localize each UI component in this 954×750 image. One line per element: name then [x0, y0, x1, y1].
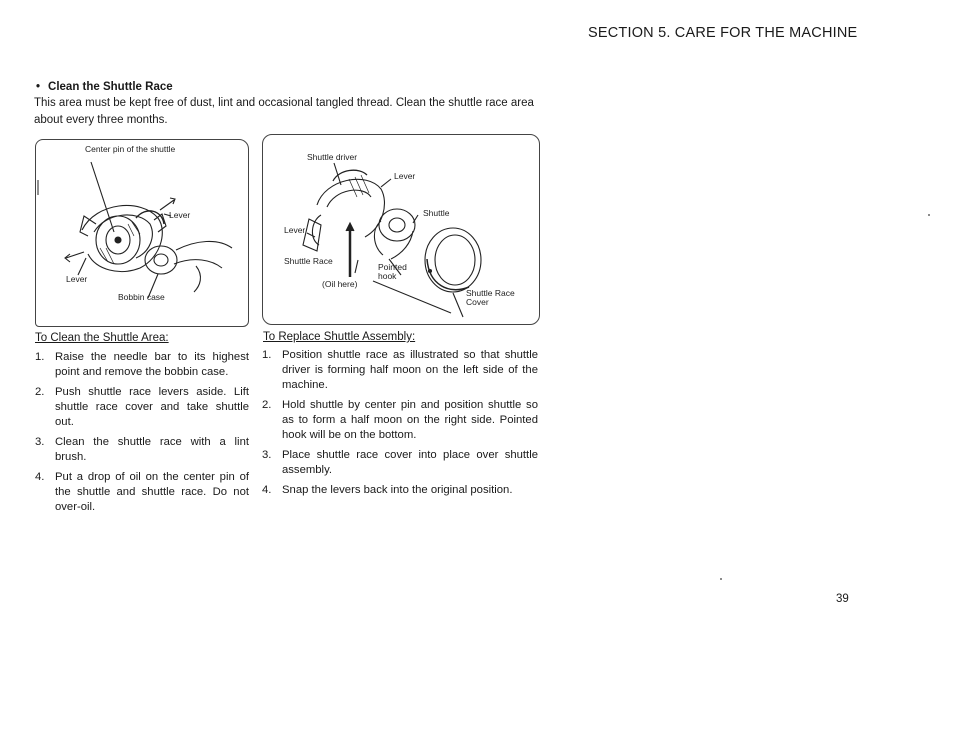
- lever-left-label: Lever: [284, 225, 306, 235]
- list-item: [35, 470, 249, 515]
- shuttle-label: Shuttle: [423, 208, 450, 218]
- to-clean-title: To Clean the Shuttle Area:: [35, 332, 169, 344]
- shuttle-driver-label: Shuttle driver: [307, 152, 358, 162]
- step-number: 4.: [262, 484, 272, 496]
- clean-shuttle-race-heading: [36, 81, 173, 93]
- step-number: 2.: [35, 386, 45, 398]
- shuttle-race-label: Shuttle Race: [284, 256, 333, 266]
- step-number: 4.: [35, 471, 45, 483]
- step-number: 2.: [262, 399, 272, 411]
- step-text: Put a drop of oil on the center pin of the shuttle and shuttle race. Do not over-oil.: [55, 471, 249, 513]
- step-text: Raise the needle bar to its highest point and remove the bobbin case.: [55, 351, 249, 378]
- list-item: [262, 448, 538, 478]
- to-replace-steps: [262, 348, 538, 503]
- step-number: 1.: [262, 349, 272, 361]
- step-number: 1.: [35, 351, 45, 363]
- center-pin-label: Center pin of the shuttle: [85, 144, 176, 154]
- intro-paragraph: This area must be kept free of dust, lint and occasional tangled thread. Clean the shuttle race area about every three months.: [34, 97, 534, 126]
- lever-right-label: Lever: [169, 210, 191, 220]
- figure-clean-shuttle: [35, 139, 249, 327]
- to-clean-steps: [35, 350, 249, 520]
- list-item: [262, 483, 538, 498]
- list-item: [262, 398, 538, 443]
- step-text: Clean the shuttle race with a lint brush.: [55, 436, 249, 463]
- bullet-icon: •: [36, 81, 41, 93]
- list-item: [35, 435, 249, 465]
- bobbin-case-label: Bobbin case: [118, 292, 165, 302]
- lever-top-label: Lever: [394, 171, 416, 181]
- to-replace-title: To Replace Shuttle Assembly:: [263, 331, 416, 343]
- list-item: [35, 350, 249, 380]
- step-text: Snap the levers back into the original position.: [282, 484, 513, 496]
- step-number: 3.: [35, 436, 45, 448]
- shuttle-race-cover-label: Shuttle Race Cover: [466, 288, 515, 307]
- page-number: 39: [836, 593, 849, 605]
- list-item: [262, 348, 538, 393]
- figure-replace-shuttle: [262, 134, 540, 325]
- oil-here-label: (Oil here): [322, 279, 358, 289]
- step-text: Hold shuttle by center pin and position shuttle so as to form a half moon on the right side. Pointed hook will be on the bottom.: [282, 399, 538, 441]
- step-number: 3.: [262, 449, 272, 461]
- scan-speck: [928, 214, 930, 216]
- list-item: [35, 385, 249, 430]
- step-text: Position shuttle race as illustrated so that shuttle driver is forming half moon on the left side of the machine.: [282, 349, 538, 391]
- lever-left-label: Lever: [66, 274, 88, 284]
- pointed-hook-label: Pointed hook: [378, 262, 407, 281]
- scan-speck: [720, 578, 722, 580]
- step-text: Place shuttle race cover into place over shuttle assembly.: [282, 449, 538, 476]
- step-text: Push shuttle race levers aside. Lift shuttle race cover and take shuttle out.: [55, 386, 249, 428]
- section-header: SECTION 5. CARE FOR THE MACHINE: [588, 25, 858, 41]
- heading-text: Clean the Shuttle Race: [48, 81, 173, 93]
